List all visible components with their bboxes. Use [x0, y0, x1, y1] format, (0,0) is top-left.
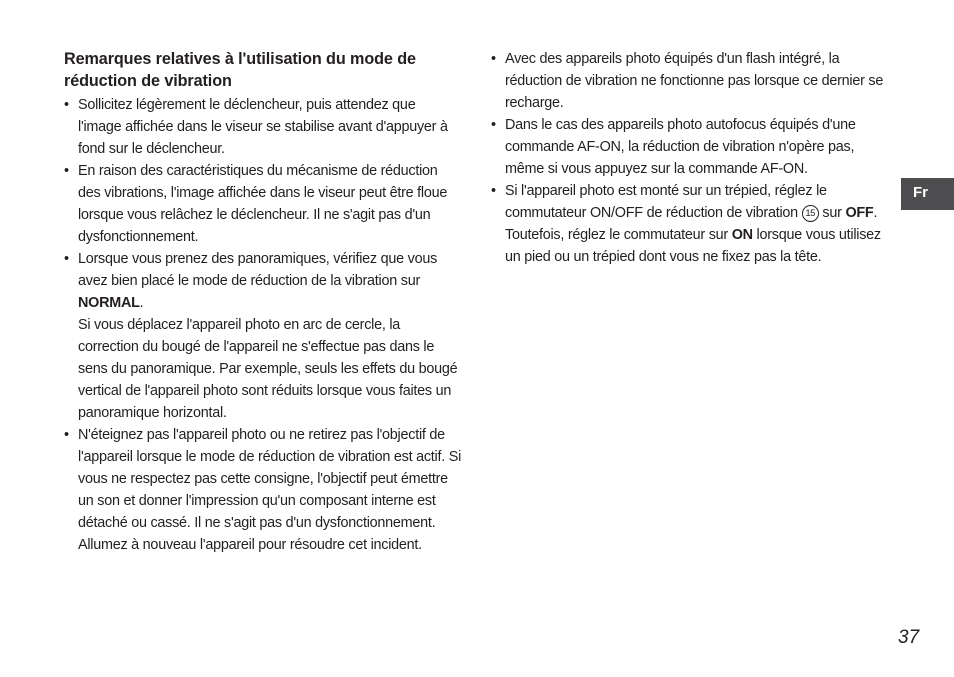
- list-item-paragraph: [78, 248, 462, 314]
- language-tab: Fr: [901, 178, 954, 210]
- bullet-marker: •: [491, 183, 496, 199]
- list-item: [491, 114, 889, 180]
- bullet-marker: •: [64, 163, 69, 179]
- right-bullet-list: [491, 48, 889, 268]
- bullet-marker: •: [64, 97, 69, 113]
- bullet-marker: •: [64, 251, 69, 267]
- bullet-marker: •: [64, 427, 69, 443]
- list-item: [491, 48, 889, 114]
- left-column: [64, 48, 462, 556]
- list-item-text: En raison des caractéristiques du mécanisme de réduction des vibrations, l'image affichée dans le viseur peut être floue lorsque vous relâchez le déclencheur. Il ne s'agit pas d'un dysfonctionnement.: [78, 163, 448, 245]
- list-item-text: Si l'appareil photo est monté sur un trépied, réglez le commutateur ON/OFF de réduction de vibration: [505, 183, 827, 221]
- list-item: [64, 248, 462, 424]
- list-item-text: Dans le cas des appareils photo autofocus équipés d'une commande AF-ON, la réduction de vibration n'opère pas, même si vous appuyez sur la commande AF-ON.: [505, 117, 856, 177]
- list-item-text: Avec des appareils photo équipés d'un flash intégré, la réduction de vibration ne fonctionne pas lorsque ce dernier se recharge.: [505, 51, 884, 111]
- list-item: [64, 424, 462, 556]
- list-item-text: lorsque vous utilisez un pied ou un trépied dont vous ne fixez pas la tête.: [505, 227, 881, 265]
- list-item: [64, 94, 462, 160]
- section-title: Remarques relatives à l'utilisation du mode de réduction de vibration: [64, 50, 416, 90]
- list-item-text: . Toutefois, réglez le commutateur sur: [505, 205, 878, 243]
- list-item-text: Sollicitez légèrement le déclencheur, puis attendez que l'image affichée dans le viseur se stabilise avant d'appuyer à fond sur le déclencheur.: [78, 97, 448, 157]
- bullet-marker: •: [491, 117, 496, 133]
- list-item-text: .: [139, 295, 144, 311]
- right-column: [491, 48, 889, 268]
- list-item-text: N'éteignez pas l'appareil photo ou ne retirez pas l'objectif de l'appareil lorsque le mode de réduction de vibration est actif. Si vous ne respectez pas cette consigne, l'objectif peut émettre un son et donner l'impression qu'un composant interne est détaché ou cassé. Il ne s'agit pas d'un dysfonctionnement. Allumez à nouveau l'appareil pour résoudre cet incident.: [78, 427, 462, 553]
- page-number: 37: [898, 627, 920, 648]
- list-item: [64, 160, 462, 248]
- bullet-marker: •: [491, 51, 496, 67]
- list-item-text: Lorsque vous prenez des panoramiques, vérifiez que vous avez bien placé le mode de réduction de la vibration sur: [78, 251, 438, 289]
- list-item: [491, 180, 889, 268]
- left-bullet-list: [64, 94, 462, 556]
- circled-number-15-icon: 15: [802, 205, 819, 222]
- mode-normal-label: NORMAL: [78, 295, 140, 311]
- list-item-continuation: Si vous déplacez l'appareil photo en arc de cercle, la correction du bougé de l'appareil ne s'effectue pas dans le sens du panoramique. Par exemple, seuls les effets du bougé vertical de l'appareil photo sont réduits lorsque vous faites un panoramique horizontal.: [78, 317, 458, 421]
- switch-on-label: ON: [731, 227, 753, 243]
- switch-off-label: OFF: [845, 205, 874, 221]
- list-item-text: sur: [818, 205, 846, 221]
